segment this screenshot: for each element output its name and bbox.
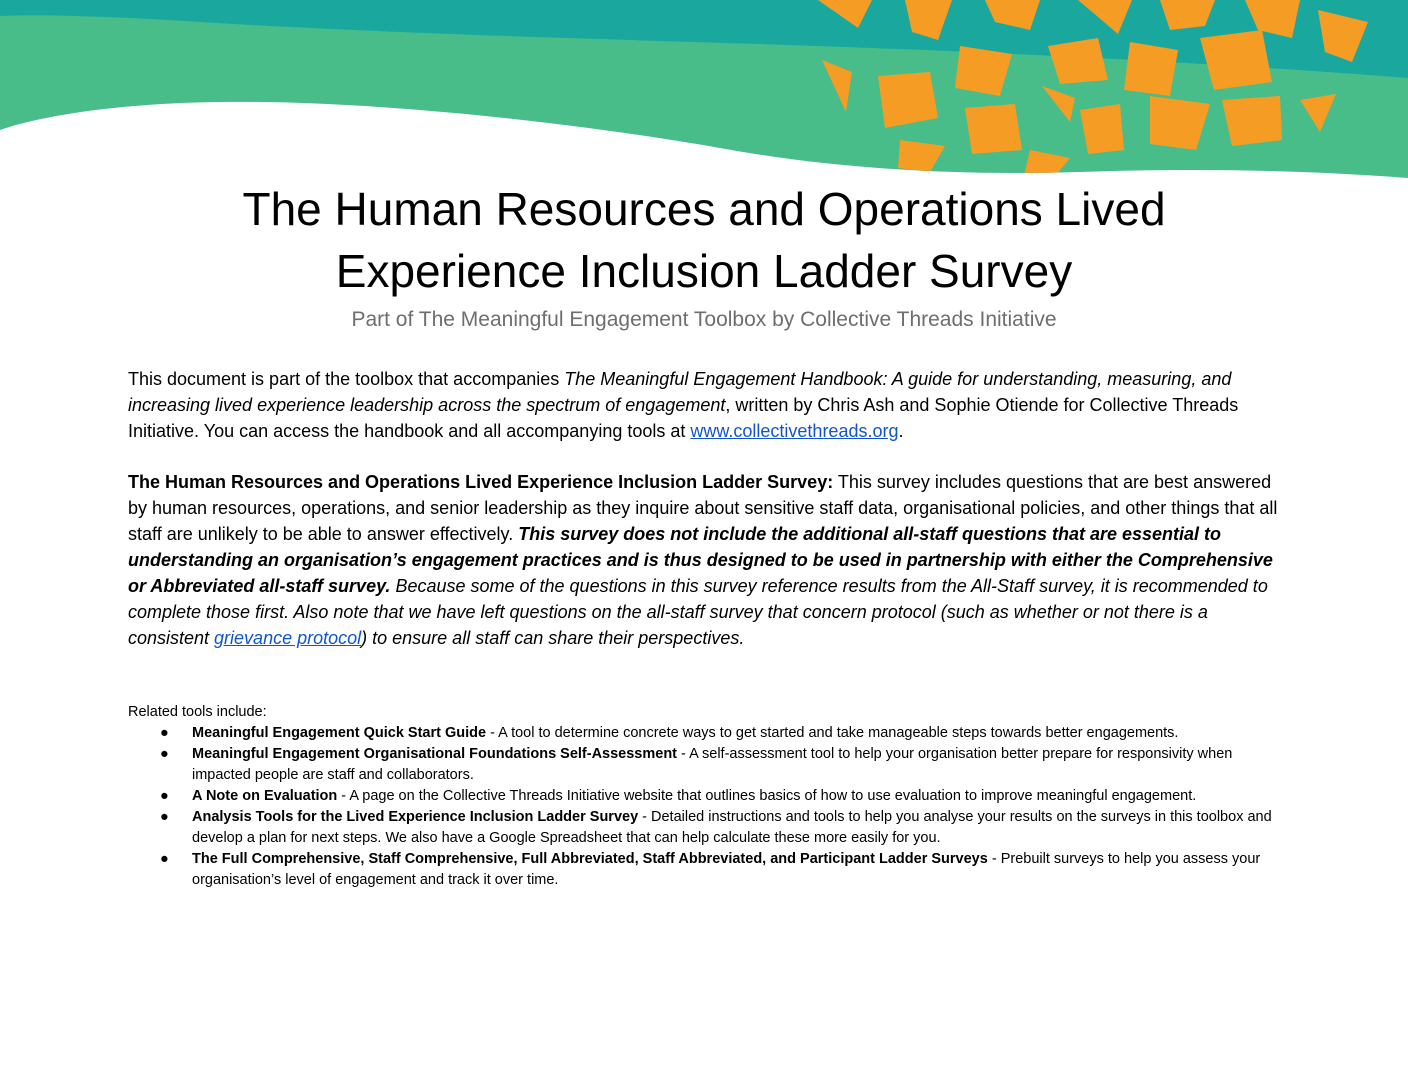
tool-desc: - Detailed instructions and tools to help you analyse your results on the surveys in this toolbox and develop a plan for next steps. We also have a Google Spreadsheet that can help calculate these more easily for you.	[192, 809, 1272, 846]
related-tools-intro: Related tools include:	[128, 704, 267, 720]
survey-desc: This survey includes questions that are best answered by human resources, operations, and senior leadership as they inquire about sensitive staff data, organisational policies, and other things that all staff are unlikely to be able to answer effectively.	[128, 472, 1278, 544]
tool-desc: - Prebuilt surveys to help you assess your organisation’s level of engagement and track it over time.	[192, 851, 1261, 888]
tool-name: Meaningful Engagement Quick Start Guide	[192, 725, 487, 741]
bullet-icon: ●	[160, 746, 169, 762]
related-tools-list	[128, 723, 1288, 891]
list-item	[128, 723, 1288, 744]
intro-text-2: , written by Chris Ash and Sophie Otiende for Collective Threads Initiative. You can access the handbook and all accompanying tools at	[128, 395, 1239, 441]
tool-name: Meaningful Engagement Organisational Foundations Self-Assessment	[192, 746, 678, 762]
list-item	[128, 744, 1288, 786]
website-link[interactable]: www.collectivethreads.org	[690, 421, 899, 441]
survey-note-2: ) to ensure all staff can share their perspectives.	[361, 628, 745, 648]
survey-heading: The Human Resources and Operations Lived Experience Inclusion Ladder Survey:	[128, 472, 834, 492]
tool-name: A Note on Evaluation	[192, 788, 338, 804]
intro-text-1: This document is part of the toolbox that accompanies	[128, 369, 565, 389]
grievance-protocol-link-text: grievance protocol	[214, 628, 362, 648]
handbook-title: The Meaningful Engagement Handbook: A guide for understanding, measuring, and increasing lived experience leadership across the spectrum of engagement	[128, 369, 1232, 415]
survey-note-1: Because some of the questions in this survey reference results from the All-Staff survey, it is recommended to complete those first. Also note that we have left questions on the all-staff survey that concern protocol (such as whether or not there is a consistent	[128, 576, 1268, 648]
tool-desc: - A tool to determine concrete ways to get started and take manageable steps towards better engagements.	[486, 725, 1179, 741]
header-banner-graphic	[0, 0, 1408, 185]
tool-name: The Full Comprehensive, Staff Comprehensive, Full Abbreviated, Staff Abbreviated, and Participant Ladder Surveys	[192, 851, 988, 867]
page-subtitle: Part of The Meaningful Engagement Toolbox by Collective Threads Initiative	[351, 308, 1057, 331]
survey-emphasis: This survey does not include the additional all-staff questions that are essential to understanding an organisation’s engagement practices and is thus designed to be used in partnership with either the Comprehensive or Abbreviated all-staff survey.	[128, 524, 1273, 596]
survey-description-paragraph	[128, 469, 1288, 651]
list-item	[128, 786, 1288, 807]
page-title	[130, 178, 1278, 302]
grievance-protocol-link[interactable]	[214, 628, 361, 648]
bullet-icon: ●	[160, 851, 169, 867]
intro-text-3: .	[898, 421, 904, 441]
tool-name: Analysis Tools for the Lived Experience Inclusion Ladder Survey	[192, 809, 639, 825]
bullet-icon: ●	[160, 809, 169, 825]
list-item	[128, 807, 1288, 849]
tool-desc: - A self-assessment tool to help your organisation better prepare for responsivity when impacted people are staff and collaborators.	[192, 746, 1233, 783]
list-item	[128, 849, 1288, 891]
bullet-icon: ●	[160, 788, 169, 804]
related-tools-section	[128, 702, 1288, 891]
bullet-icon: ●	[160, 725, 169, 741]
tool-desc: - A page on the Collective Threads Initiative website that outlines basics of how to use evaluation to improve meaningful engagement.	[337, 788, 1197, 804]
intro-paragraph	[128, 366, 1288, 444]
page-title-line-2: Experience Inclusion Ladder Survey	[335, 245, 1073, 297]
page-title-line-1: The Human Resources and Operations Lived	[242, 183, 1166, 235]
